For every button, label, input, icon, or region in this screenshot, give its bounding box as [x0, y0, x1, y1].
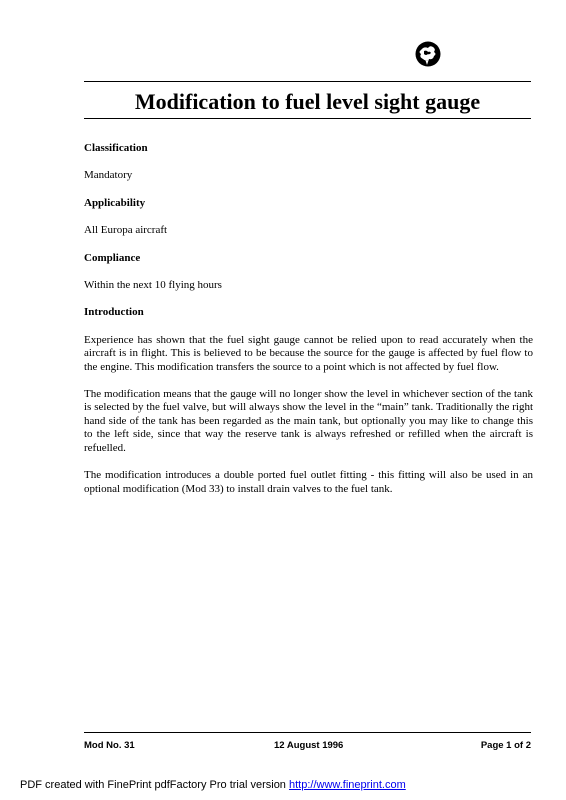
- applicability-value: All Europa aircraft: [84, 224, 168, 237]
- pdf-banner-text: PDF created with FinePrint pdfFactory Pro trial version: [20, 779, 289, 791]
- introduction-paragraph: The modification means that the gauge will no longer show the level in whichever section of the tank is selected by the fuel valve, but will always show the level in the “main” tank. Traditionally the right hand side of the tank has been regarded as the main tank, but optionally you may like to change this to the left side, since that way the reserve tank is always refreshed or refilled when the aircraft is refuelled.: [84, 388, 533, 454]
- section-heading-introduction: Introduction: [84, 306, 144, 319]
- footer-date: 12 August 1996: [274, 740, 344, 751]
- footer-mod-number: Mod No. 31: [84, 740, 135, 751]
- title-bottom-rule: [84, 118, 531, 119]
- title-top-rule: [84, 81, 531, 82]
- fineprint-link[interactable]: http://www.fineprint.com: [288, 779, 406, 791]
- section-heading-classification: Classification: [84, 142, 148, 154]
- pdf-creator-banner: [20, 778, 406, 792]
- document-body: [84, 142, 533, 510]
- footer-page-number: Page 1 of 2: [480, 740, 531, 751]
- section-heading-compliance: Compliance: [84, 251, 141, 264]
- europa-logo-icon: [415, 41, 441, 67]
- introduction-paragraph: The modification introduces a double ported fuel outlet fitting - this fitting will also be used in an optional modification (Mod 33) to install drain valves to the fuel tank.: [84, 469, 533, 495]
- introduction-paragraph: Experience has shown that the fuel sight gauge cannot be relied upon to read accurately when the aircraft is in flight. This is believed to be because the source for the gauge is affected by fuel flow to the engine. This modification transfers the source to a point which is not affected by fuel flow.: [84, 333, 533, 373]
- footer-rule: [84, 732, 531, 733]
- classification-value: Mandatory: [84, 169, 133, 182]
- document-title: Modification to fuel level sight gauge: [134, 89, 481, 114]
- compliance-value: Within the next 10 flying hours: [84, 279, 222, 292]
- section-heading-applicability: Applicability: [84, 196, 146, 209]
